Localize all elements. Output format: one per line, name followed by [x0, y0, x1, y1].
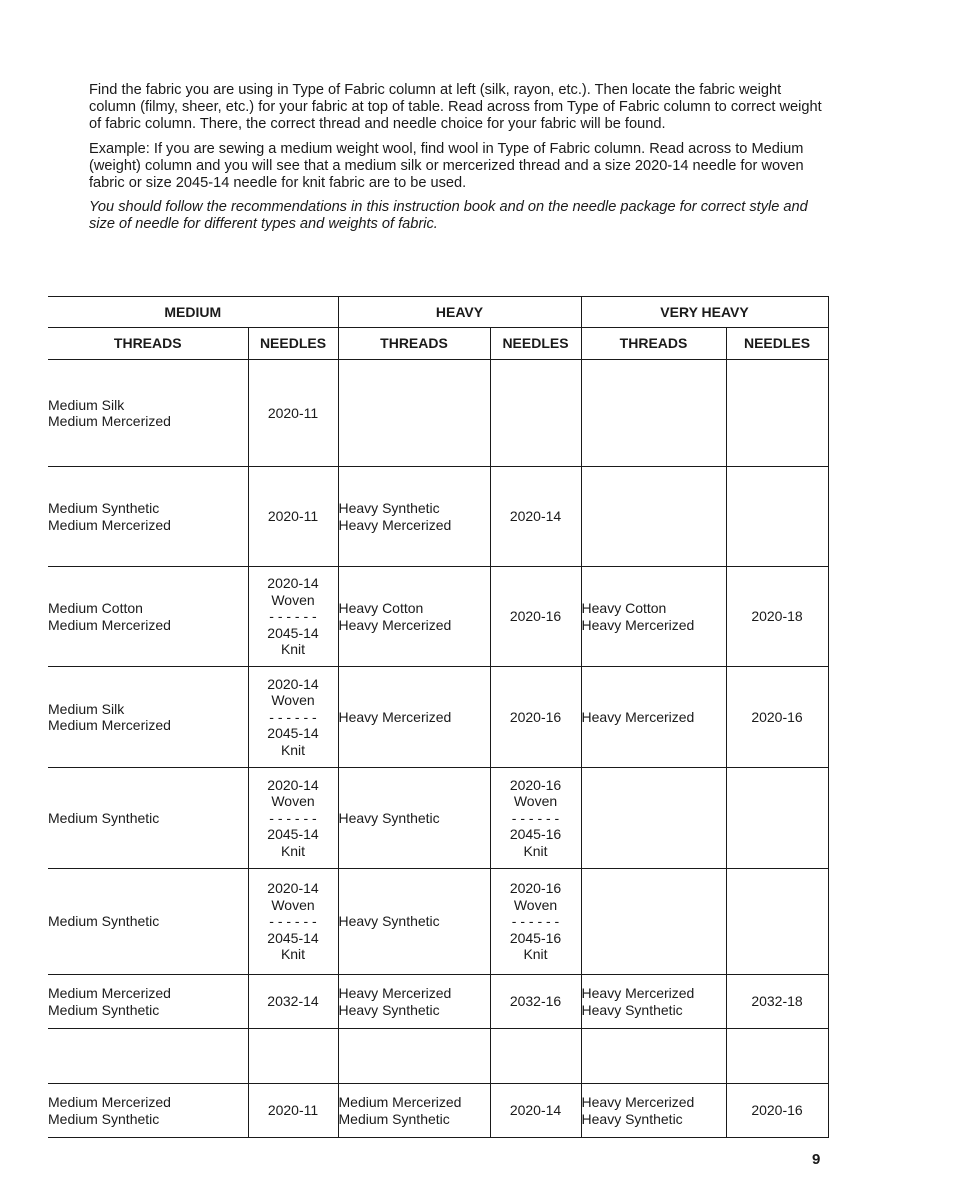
heavy-threads-cell	[338, 1029, 490, 1084]
table-row	[48, 1029, 828, 1084]
heavy-threads-cell: Heavy Cotton Heavy Mercerized	[338, 567, 490, 667]
medium-needles-cell: 2020-14 Woven - - - - - - 2045-14 Knit	[248, 768, 338, 869]
group-header-medium: MEDIUM	[48, 297, 338, 328]
very-heavy-needles-cell	[726, 1029, 828, 1084]
table-row	[48, 768, 828, 869]
medium-threads-cell: Medium Synthetic Medium Mercerized	[48, 467, 248, 567]
very-heavy-threads-cell	[581, 360, 726, 467]
very-heavy-needles-cell	[726, 360, 828, 467]
column-header-threads: THREADS	[581, 328, 726, 360]
table-row	[48, 975, 828, 1029]
instruction-note: You should follow the recommendations in this instruction book and on the needle package for correct style and size of needle for different types and weights of fabric.	[89, 199, 808, 233]
medium-threads-cell: Medium Mercerized Medium Synthetic	[48, 1084, 248, 1138]
group-header-very-heavy: VERY HEAVY	[581, 297, 828, 328]
very-heavy-threads-cell: Heavy Mercerized	[581, 667, 726, 768]
very-heavy-threads-cell	[581, 467, 726, 567]
very-heavy-needles-cell: 2032-18	[726, 975, 828, 1029]
table-row	[48, 360, 828, 467]
very-heavy-needles-cell	[726, 467, 828, 567]
column-header-threads: THREADS	[338, 328, 490, 360]
medium-needles-cell: 2020-14 Woven - - - - - - 2045-14 Knit	[248, 869, 338, 975]
heavy-needles-cell: 2032-16	[490, 975, 581, 1029]
column-header-threads: THREADS	[48, 328, 248, 360]
very-heavy-needles-cell: 2020-18	[726, 567, 828, 667]
thread-needle-table	[48, 296, 829, 1138]
table-row	[48, 667, 828, 768]
heavy-needles-cell: 2020-16 Woven - - - - - - 2045-16 Knit	[490, 869, 581, 975]
medium-threads-cell: Medium Silk Medium Mercerized	[48, 360, 248, 467]
heavy-threads-cell: Heavy Synthetic Heavy Mercerized	[338, 467, 490, 567]
page-number: 9	[812, 1151, 821, 1168]
heavy-needles-cell: 2020-16 Woven - - - - - - 2045-16 Knit	[490, 768, 581, 869]
medium-needles-cell: 2020-11	[248, 360, 338, 467]
medium-needles-cell: 2032-14	[248, 975, 338, 1029]
very-heavy-threads-cell: Heavy Mercerized Heavy Synthetic	[581, 1084, 726, 1138]
column-header-needles: NEEDLES	[490, 328, 581, 360]
medium-threads-cell: Medium Mercerized Medium Synthetic	[48, 975, 248, 1029]
very-heavy-needles-cell	[726, 768, 828, 869]
heavy-threads-cell: Medium Mercerized Medium Synthetic	[338, 1084, 490, 1138]
instruction-paragraph-1: Find the fabric you are using in Type of Fabric column at left (silk, rayon, etc.). Then locate the fabric weight column (filmy, sheer, etc.) for your fabric at top of table. Read across from Type of Fabric column to correct weight of fabric column. There, the correct thread and needle choice for your fabric will be found.	[89, 82, 822, 133]
heavy-threads-cell: Heavy Mercerized Heavy Synthetic	[338, 975, 490, 1029]
medium-needles-cell	[248, 1029, 338, 1084]
heavy-threads-cell: Heavy Synthetic	[338, 869, 490, 975]
column-header-needles: NEEDLES	[726, 328, 828, 360]
very-heavy-threads-cell	[581, 869, 726, 975]
medium-needles-cell: 2020-11	[248, 1084, 338, 1138]
medium-needles-cell: 2020-14 Woven - - - - - - 2045-14 Knit	[248, 567, 338, 667]
very-heavy-needles-cell	[726, 869, 828, 975]
very-heavy-threads-cell: Heavy Cotton Heavy Mercerized	[581, 567, 726, 667]
medium-threads-cell	[48, 1029, 248, 1084]
very-heavy-threads-cell	[581, 1029, 726, 1084]
very-heavy-needles-cell: 2020-16	[726, 1084, 828, 1138]
very-heavy-threads-cell	[581, 768, 726, 869]
table-row	[48, 567, 828, 667]
table-row	[48, 467, 828, 567]
heavy-threads-cell: Heavy Mercerized	[338, 667, 490, 768]
heavy-needles-cell	[490, 1029, 581, 1084]
very-heavy-needles-cell: 2020-16	[726, 667, 828, 768]
very-heavy-threads-cell: Heavy Mercerized Heavy Synthetic	[581, 975, 726, 1029]
instructions	[89, 82, 824, 241]
heavy-threads-cell: Heavy Synthetic	[338, 768, 490, 869]
heavy-threads-cell	[338, 360, 490, 467]
heavy-needles-cell: 2020-14	[490, 467, 581, 567]
table-row	[48, 1084, 828, 1138]
medium-threads-cell: Medium Silk Medium Mercerized	[48, 667, 248, 768]
medium-needles-cell: 2020-14 Woven - - - - - - 2045-14 Knit	[248, 667, 338, 768]
heavy-needles-cell	[490, 360, 581, 467]
table-row	[48, 869, 828, 975]
medium-threads-cell: Medium Cotton Medium Mercerized	[48, 567, 248, 667]
medium-threads-cell: Medium Synthetic	[48, 768, 248, 869]
heavy-needles-cell: 2020-16	[490, 667, 581, 768]
instruction-paragraph-2: Example: If you are sewing a medium weight wool, find wool in Type of Fabric column. Read across to Medium (weight) column and you will see that a medium silk or mercerized thread and a size 2020-14 needle for woven fabric or size 2045-14 needle for knit fabric are to be used.	[89, 140, 804, 192]
heavy-needles-cell: 2020-14	[490, 1084, 581, 1138]
heavy-needles-cell: 2020-16	[490, 567, 581, 667]
medium-needles-cell: 2020-11	[248, 467, 338, 567]
group-header-heavy: HEAVY	[338, 297, 581, 328]
column-header-needles: NEEDLES	[248, 328, 338, 360]
medium-threads-cell: Medium Synthetic	[48, 869, 248, 975]
